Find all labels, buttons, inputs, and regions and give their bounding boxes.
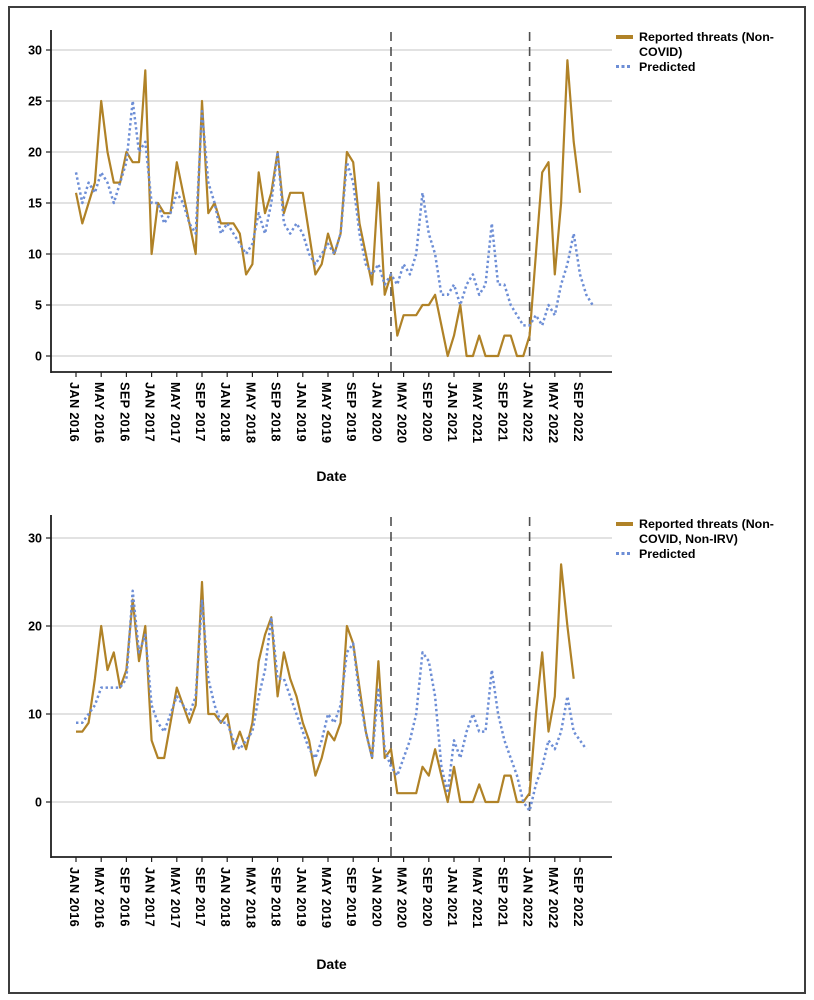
legend-label-line1: Reported threats (Non- [639,517,774,531]
x-tick-label: JAN 2020 [369,867,385,928]
y-tick-label: 30 [28,531,42,546]
x-tick-label: JAN 2016 [67,382,82,443]
legend-label-reported [639,517,774,546]
x-tick-label: JAN 2020 [369,382,385,443]
x-tick-label: JAN 2019 [293,382,309,443]
x-tick-label: JAN 2022 [520,867,536,928]
non-covid-non-irv-chart [28,515,612,928]
predicted-line-swatch [616,552,633,555]
x-tick-label: JAN 2017 [142,867,158,928]
x-tick-label: SEP 2019 [344,382,360,442]
x-tick-label: SEP 2016 [117,867,133,927]
reported-line-swatch [616,522,633,526]
x-axis-title-bottom: Date [316,956,347,972]
x-tick-label: MAY 2016 [92,867,108,929]
legend-item-reported [616,30,774,59]
non-covid-chart [28,30,612,443]
x-tick-label: JAN 2017 [142,382,158,443]
x-tick-label: SEP 2018 [268,867,284,927]
x-tick-label: MAY 2017 [167,382,183,444]
x-tick-label: SEP 2016 [117,382,133,442]
y-tick-label: 20 [28,619,42,634]
legend-label-line2: COVID) [639,44,683,59]
predicted-line-swatch [616,65,633,68]
legend-label-reported [639,30,774,59]
x-tick-label: MAY 2019 [319,867,334,929]
y-tick-label: 10 [28,247,42,262]
y-tick-label: 5 [35,298,42,313]
x-tick-label: JAN 2016 [67,867,82,928]
x-tick-label: SEP 2022 [571,382,586,442]
x-tick-label: JAN 2022 [520,382,536,443]
x-tick-label: MAY 2022 [545,382,561,444]
legend-item-reported [616,517,774,546]
legend-non-covid-non-irv [616,517,774,563]
x-tick-label: MAY 2020 [394,867,410,929]
legend-item-predicted [616,60,774,75]
x-tick-label: SEP 2021 [495,867,511,927]
x-tick-label: MAY 2021 [470,867,486,929]
legend-label-line2: COVID, Non-IRV) [639,531,738,546]
y-tick-label: 0 [35,795,42,810]
x-tick-label: MAY 2017 [167,867,183,929]
x-tick-label: MAY 2018 [243,867,259,929]
x-tick-label: JAN 2021 [445,382,460,443]
x-tick-label: SEP 2018 [268,382,284,442]
x-tick-label: MAY 2018 [243,382,259,444]
legend-label-predicted: Predicted [639,547,696,561]
x-tick-label: SEP 2017 [193,382,208,442]
x-tick-label: SEP 2017 [193,867,208,927]
y-tick-label: 10 [28,707,42,722]
x-axis-title-top: Date [316,468,347,484]
x-tick-label: JAN 2018 [218,867,234,928]
x-tick-label: SEP 2020 [419,867,435,927]
y-tick-label: 30 [28,43,42,58]
legend-label-line1: Reported threats (Non- [639,30,774,44]
reported-series-line [76,60,580,356]
x-tick-label: MAY 2021 [470,382,486,444]
reported-line-swatch [616,35,633,39]
predicted-series-line [76,101,593,325]
x-tick-label: SEP 2019 [344,867,360,927]
x-tick-label: JAN 2021 [445,867,460,928]
x-tick-label: MAY 2016 [92,382,108,444]
x-tick-label: MAY 2022 [545,867,561,929]
y-tick-label: 15 [28,196,42,211]
legend-label-predicted: Predicted [639,60,696,74]
x-tick-label: SEP 2020 [419,382,435,442]
x-tick-label: JAN 2019 [293,867,309,928]
y-tick-label: 25 [28,94,42,109]
x-tick-label: JAN 2018 [218,382,234,443]
x-tick-label: MAY 2019 [319,382,334,444]
reported-series-line [76,564,574,802]
x-tick-label: SEP 2021 [495,382,511,442]
x-tick-label: MAY 2020 [394,382,410,444]
legend-item-predicted [616,547,774,562]
x-tick-label: SEP 2022 [571,867,586,927]
y-tick-label: 0 [35,349,42,364]
predicted-series-line [76,591,586,811]
y-tick-label: 20 [28,145,42,160]
legend-non-covid [616,30,774,76]
